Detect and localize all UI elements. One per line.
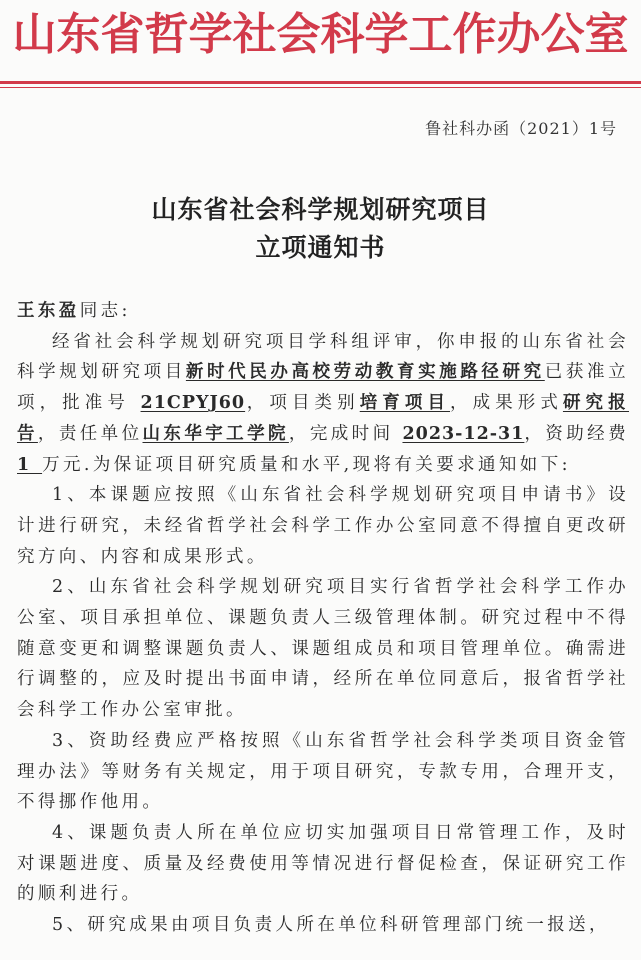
- project-category: 培育项目: [359, 393, 451, 414]
- letterhead-rule-thin: [0, 87, 641, 88]
- letter-body: [17, 296, 629, 941]
- salutation: [17, 296, 629, 327]
- requirement-item-1: 1、本课题应按照《山东省社会科学规划研究项目申请书》设计进行研究，未经省哲学社会科学工作办公室同意不得擅自更改研究方向、内容和成果形式。: [17, 485, 629, 567]
- intro-text: 已获准立项，批准号: [17, 362, 629, 414]
- notice-title-line1: 山东省社会科学规划研究项目: [151, 195, 490, 224]
- intro-paragraph: [17, 327, 629, 481]
- result-form: 研究报告: [17, 393, 630, 444]
- deadline: 2023-12-31: [402, 423, 525, 444]
- intro-text: ，资助经费: [524, 423, 629, 444]
- intro-text: ，责任单位: [37, 423, 143, 444]
- requirement-item-4: 4、课题负责人所在单位应切实加强项目日常管理工作，及时对课题进度、质量及经费使用等情况进行督促检查，保证研究工作的顺利进行。: [17, 822, 629, 905]
- letterhead-rule-thick: [0, 81, 641, 84]
- requirement-item-2: 2、山东省社会科学规划研究项目实行省哲学社会科学工作办公室、项目承担单位、课题负责人三级管理体制。研究过程中不得随意变更和调整课题负责人、课题组成员和项目管理单位。确需进行调整的，应及时提出书面申请，经所在单位同意后，报省哲学社会科学工作办公室审批。: [17, 577, 629, 721]
- notice-title-line2: 立项通知书: [255, 233, 386, 262]
- intro-text: ，完成时间: [288, 423, 403, 444]
- intro-text: 万元.为保证项目研究质量和水平,现将有关要求通知如下:: [42, 454, 571, 475]
- intro-text: ，项目类别: [245, 393, 360, 414]
- recipient-name: 王东盈: [17, 301, 80, 321]
- intro-text: 经省社会科学规划研究项目学科组评审，你申报的山东省社会科学规划研究项目: [17, 331, 629, 383]
- document-number: 鲁社科办函（2021）1号: [425, 119, 617, 138]
- requirement-item-5: 5、研究成果由项目负责人所在单位科研管理部门统一报送，: [52, 915, 610, 936]
- requirement-item-3: 3、资助经费应严格按照《山东省哲学社会科学类项目资金管理办法》等财务有关规定，用于项目研究，专款专用，合理开支，不得挪作他用。: [17, 730, 629, 813]
- responsible-unit: 山东华宇工学院: [142, 423, 289, 444]
- salutation-suffix: 同志:: [79, 301, 131, 321]
- intro-text: ，成果形式: [450, 393, 563, 414]
- approval-number: 21CPYJ60: [140, 393, 246, 414]
- project-name: 新时代民办高校劳动教育实施路径研究: [185, 362, 545, 383]
- funding-amount: 1: [17, 454, 43, 475]
- letterhead-title: 山东省哲学社会科学工作办公室: [12, 9, 629, 60]
